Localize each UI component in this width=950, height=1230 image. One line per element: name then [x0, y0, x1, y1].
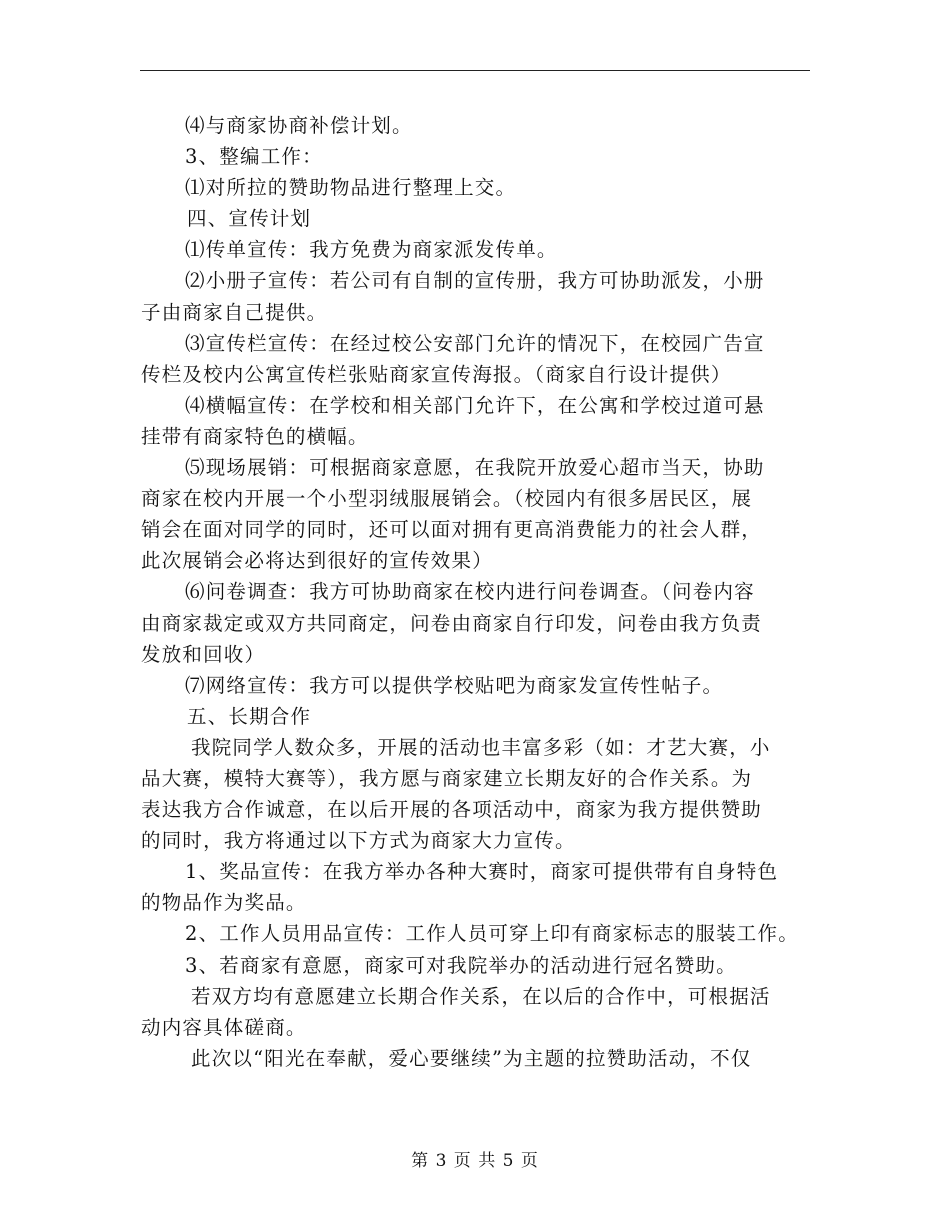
text-line: 的同时，我方将通过以下方式为商家大力宣传。 — [141, 829, 576, 853]
text-line: ⑺网络宣传：我方可以提供学校贴吧为商家发宣传性帖子。 — [185, 673, 724, 697]
text-line: ⑵小册子宣传：若公司有自制的宣传册，我方可协助派发，小册 — [185, 269, 765, 293]
text-line: 若双方均有意愿建立长期合作关系，在以后的合作中，可根据活 — [191, 984, 771, 1008]
text-line: 品大赛，模特大赛等），我方愿与商家建立长期友好的合作关系。为 — [141, 766, 753, 790]
text-line: 销会在面对同学的同时，还可以面对拥有更高消费能力的社会人群， — [141, 518, 763, 542]
text-line: ⑶宣传栏宣传：在经过校公安部门允许的情况下，在校园广告宣 — [185, 331, 765, 355]
text-line: ⑴对所拉的赞助物品进行整理上交。 — [185, 176, 517, 200]
text-line: ⑷与商家协商补偿计划。 — [185, 114, 413, 137]
text-line: 1、奖品宣传：在我方举办各种大赛时，商家可提供带有自身特色 — [185, 860, 779, 884]
section-heading: 四、宣传计划 — [187, 207, 312, 231]
text-line: 表达我方合作诚意，在以后开展的各项活动中，商家为我方提供赞助 — [141, 798, 763, 822]
text-line: 此次展销会必将达到很好的宣传效果） — [141, 549, 493, 573]
text-line: 此次以“阳光在奉献，爱心要继续”为主题的拉赞助活动，不仅 — [191, 1046, 752, 1070]
text-line: 2、工作人员用品宣传：工作人员可穿上印有商家标志的服装工作。 — [185, 922, 799, 946]
text-line: 挂带有商家特色的横幅。 — [141, 424, 369, 448]
section-heading: 五、长期合作 — [187, 704, 312, 728]
text-line: ⑸现场展销：可根据商家意愿，在我院开放爱心超市当天，协助 — [185, 456, 765, 480]
text-line: ⑹问卷调查：我方可协助商家在校内进行问卷调查。（问卷内容 — [185, 580, 755, 604]
document-body — [141, 110, 813, 1074]
text-line: 我院同学人数众多，开展的活动也丰富多彩（如：才艺大赛，小 — [191, 735, 771, 759]
text-line: 3、若商家有意愿，商家可对我院举办的活动进行冠名赞助。 — [185, 953, 737, 977]
text-line: 动内容具体磋商。 — [141, 1015, 307, 1039]
header-rule — [140, 70, 810, 71]
text-line: 3、整编工作： — [185, 145, 323, 169]
text-line: 由商家裁定或双方共同商定，问卷由商家自行印发，问卷由我方负责 — [141, 611, 763, 635]
text-line: ⑴传单宣传：我方免费为商家派发传单。 — [185, 238, 558, 262]
text-line: ⑷横幅宣传：在学校和相关部门允许下，在公寓和学校过道可悬 — [185, 393, 765, 417]
text-line: 商家在校内开展一个小型羽绒服展销会。（校园内有很多居民区，展 — [141, 487, 753, 511]
page-number: 第 3 页 共 5 页 — [411, 1151, 539, 1171]
text-line: 发放和回收） — [141, 642, 266, 666]
text-line: 传栏及校内公寓宣传栏张贴商家宣传海报。（商家自行设计提供） — [141, 362, 732, 386]
text-line: 的物品作为奖品。 — [141, 891, 307, 915]
text-line: 子由商家自己提供。 — [141, 300, 328, 324]
